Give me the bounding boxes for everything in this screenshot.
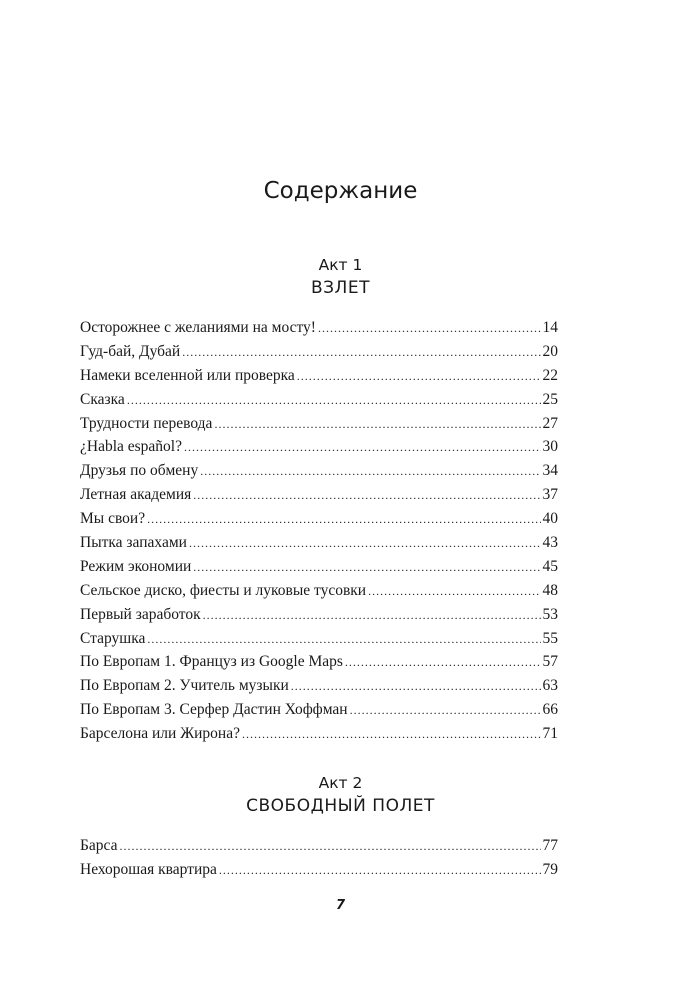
dot-leader (147, 628, 540, 652)
page-title: Содержание (263, 178, 418, 204)
toc-entry-title: Пытка запахами (80, 534, 187, 552)
toc-entry-page: 48 (542, 581, 558, 599)
toc-entry-title: ¿Habla español? (80, 438, 182, 456)
toc-entry-title: Барселона или Жирона? (80, 725, 240, 743)
dot-leader (219, 859, 541, 883)
toc-entry-title: Осторожнее с желаниями на мосту! (80, 319, 316, 336)
toc-entry-title: Гуд-бай, Дубай (80, 342, 181, 360)
toc-entry-page: 40 (542, 510, 558, 528)
toc-list-act-1 (80, 316, 558, 746)
toc-list-act-2 (80, 834, 558, 882)
act-heading (0, 254, 681, 300)
toc-entry[interactable] (80, 483, 558, 507)
toc-entry-title: Сказка (80, 390, 125, 408)
toc-entry[interactable] (80, 459, 558, 483)
toc-entry[interactable] (80, 555, 558, 579)
dot-leader (127, 389, 541, 413)
toc-entry[interactable] (80, 698, 558, 722)
toc-entry[interactable] (80, 364, 558, 388)
toc-entry-title: Первый заработок (80, 605, 201, 623)
dot-leader (182, 341, 540, 365)
act-label: Акт 2 (318, 774, 363, 792)
toc-entry-page: 20 (542, 342, 558, 360)
toc-entry-page: 77 (542, 837, 558, 854)
toc-entry-page: 22 (542, 366, 558, 384)
toc-entry-page: 14 (542, 319, 558, 336)
toc-entry-page: 45 (542, 557, 558, 575)
toc-entry[interactable] (80, 674, 558, 698)
dot-leader (189, 532, 541, 556)
toc-entry-page: 55 (542, 629, 558, 647)
toc-entry-title: Нехорошая квартира (80, 860, 217, 878)
toc-entry[interactable] (80, 531, 558, 555)
toc-entry[interactable] (80, 858, 558, 882)
dot-leader (242, 723, 541, 747)
toc-entry[interactable] (80, 650, 558, 674)
toc-entry[interactable] (80, 316, 558, 340)
toc-entry[interactable] (80, 627, 558, 651)
act-title: ВЗЛЕТ (311, 278, 370, 298)
dot-leader (297, 365, 541, 389)
toc-entry-page: 34 (542, 462, 558, 480)
toc-entry[interactable] (80, 507, 558, 531)
toc-entry-page: 71 (542, 725, 558, 743)
toc-entry-title: Намеки вселенной или проверка (80, 366, 295, 384)
toc-entry-title: По Европам 1. Француз из Google Maps (80, 653, 343, 671)
toc-entry-title: Барса (80, 837, 118, 854)
toc-entry-page: 27 (542, 414, 558, 432)
dot-leader (291, 675, 541, 699)
toc-entry-title: Старушка (80, 629, 146, 647)
dot-leader (200, 460, 540, 484)
toc-entry-title: По Европам 3. Серфер Дастин Хоффман (80, 701, 348, 719)
dot-leader (193, 484, 540, 508)
toc-entry-title: Летная академия (80, 486, 192, 504)
toc-entry[interactable] (80, 603, 558, 627)
dot-leader (368, 580, 540, 604)
act-title: СВОБОДНЫЙ ПОЛЕТ (246, 796, 435, 816)
toc-entry-title: Сельское диско, фиесты и луковые тусовки (80, 581, 367, 599)
dot-leader (119, 835, 540, 859)
act-label: Акт 1 (318, 256, 363, 274)
toc-entry[interactable] (80, 388, 558, 412)
toc-entry-page: 25 (542, 390, 558, 408)
dot-leader (350, 699, 541, 723)
toc-entry[interactable] (80, 340, 558, 364)
toc-entry-page: 43 (542, 534, 558, 552)
toc-entry[interactable] (80, 435, 558, 459)
toc-entry[interactable] (80, 579, 558, 603)
toc-entry[interactable] (80, 412, 558, 436)
toc-entry-title: Мы свои? (80, 510, 146, 528)
toc-entry-title: По Европам 2. Учитель музыки (80, 677, 289, 695)
act-heading (0, 772, 681, 818)
dot-leader (318, 317, 541, 341)
dot-leader (214, 413, 540, 437)
dot-leader (193, 556, 540, 580)
dot-leader (184, 436, 541, 460)
toc-entry-title: Режим экономии (80, 557, 192, 575)
toc-entry-page: 57 (542, 653, 558, 671)
toc-entry-title: Друзья по обмену (80, 462, 199, 480)
page-number: 7 (335, 898, 346, 913)
dot-leader (345, 651, 541, 675)
toc-entry-page: 66 (542, 701, 558, 719)
toc-entry-page: 79 (542, 860, 558, 878)
toc-entry[interactable] (80, 722, 558, 746)
toc-entry[interactable] (80, 834, 558, 858)
toc-entry-page: 53 (542, 605, 558, 623)
toc-entry-page: 63 (542, 677, 558, 695)
toc-entry-page: 37 (542, 486, 558, 504)
dot-leader (147, 508, 540, 532)
toc-entry-page: 30 (542, 438, 558, 456)
dot-leader (203, 604, 541, 628)
toc-entry-title: Трудности перевода (80, 414, 213, 432)
